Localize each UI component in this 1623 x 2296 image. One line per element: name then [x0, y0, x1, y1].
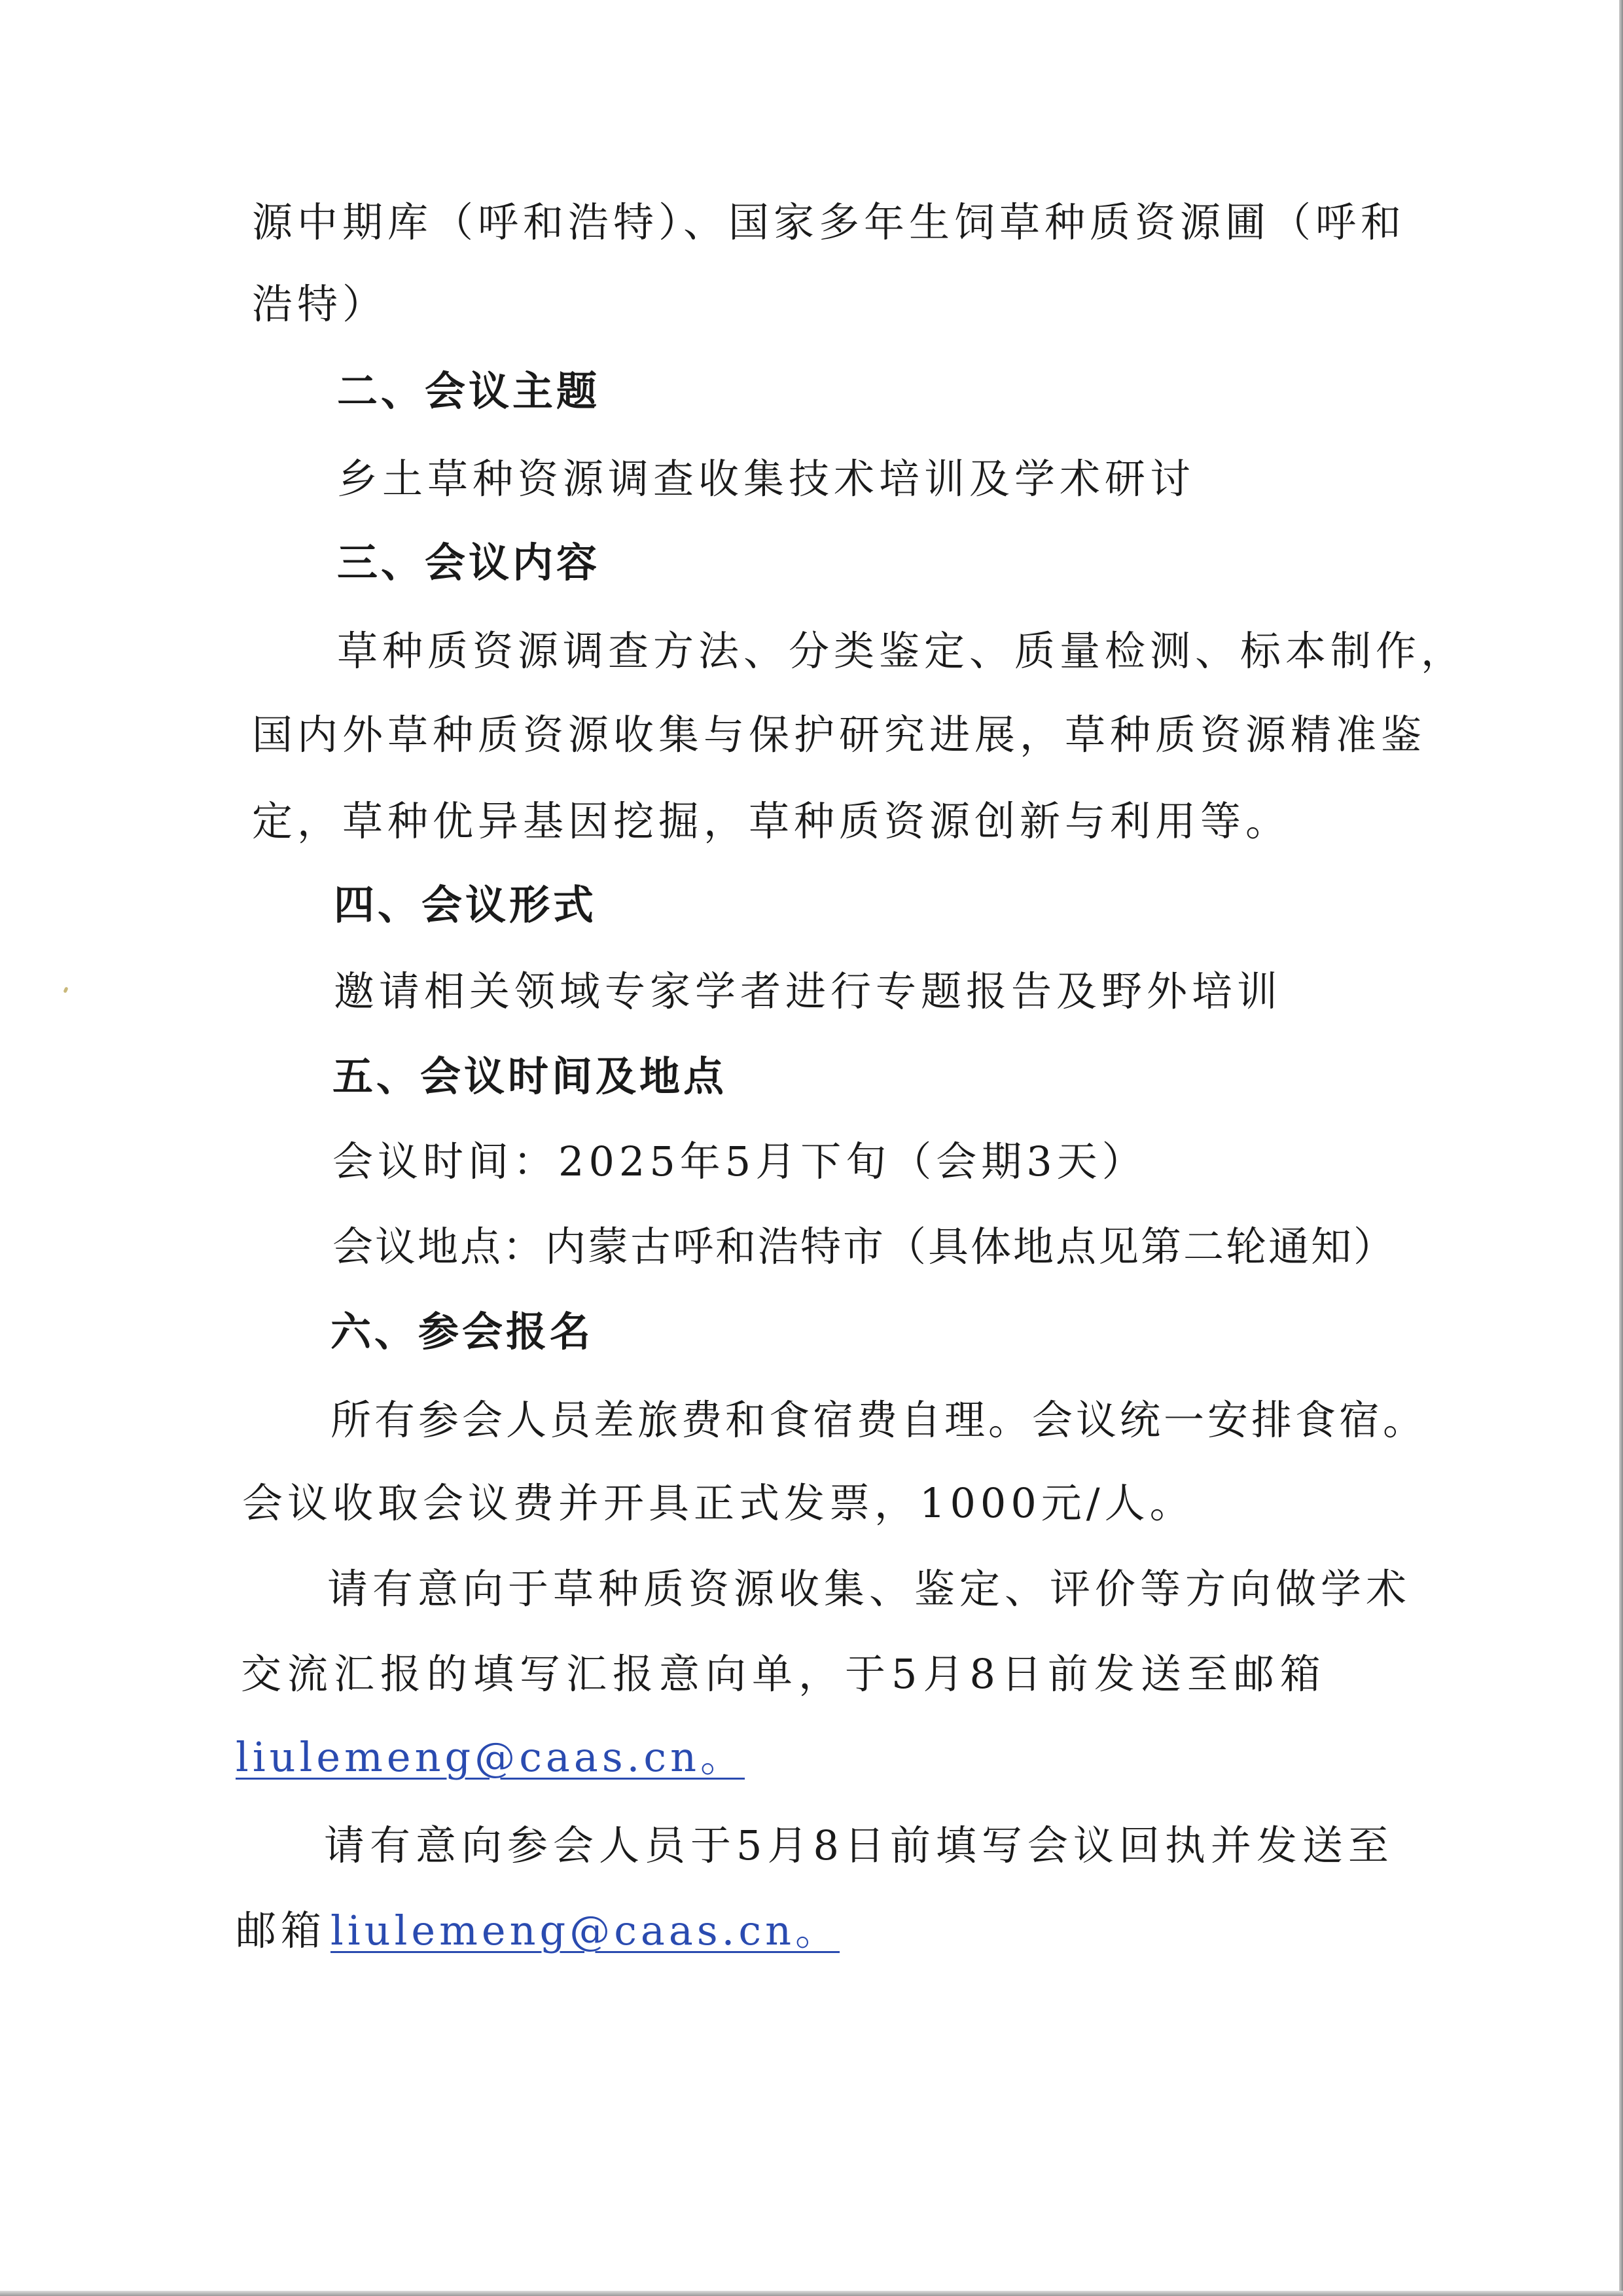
- registration-text-line-6: 邮箱: [236, 1907, 327, 1954]
- content-text-line-3: 定，草种优异基因挖掘，草种质资源创新与利用等。: [252, 797, 1291, 845]
- intro-line-2: 浩特）: [252, 280, 388, 328]
- scan-edge-right: [1619, 0, 1623, 2296]
- theme-text: 乡土草种资源调查收集技术培训及学术研讨: [337, 455, 1196, 503]
- format-text: 邀请相关领域专家学者进行专题报告及野外培训: [334, 967, 1283, 1015]
- section-heading-content: 三、会议内容: [337, 539, 601, 586]
- section-heading-time-place: 五、会议时间及地点: [332, 1052, 728, 1100]
- section-heading-format: 四、会议形式: [334, 881, 597, 929]
- registration-text-line-1: 所有参会人员差旅费和食宿费自理。会议统一安排食宿。: [330, 1396, 1427, 1444]
- registration-text-line-4: 交流汇报的填写汇报意向单，于5月8日前发送至邮箱: [241, 1650, 1327, 1698]
- section-heading-theme: 二、会议主题: [337, 367, 601, 415]
- intro-line-1: 源中期库（呼和浩特）、国家多年生饲草种质资源圃（呼和: [252, 198, 1406, 246]
- content-text-line-2: 国内外草种质资源收集与保护研究进展，草种质资源精准鉴: [252, 711, 1427, 759]
- registration-text-line-3: 请有意向于草种质资源收集、鉴定、评价等方向做学术: [327, 1565, 1412, 1613]
- content-text-line-1: 草种质资源调查方法、分类鉴定、质量检测、标本制作，: [337, 627, 1467, 675]
- meeting-location: 会议地点：内蒙古呼和浩特市（具体地点见第二轮通知）: [332, 1223, 1397, 1270]
- registration-text-line-2: 会议收取会议费并开具正式发票，1000元/人。: [242, 1479, 1195, 1527]
- scan-edge-bottom: [0, 2291, 1623, 2296]
- receipt-email-link[interactable]: liulemeng@caas.cn。: [330, 1907, 840, 1954]
- scan-speck: [63, 986, 68, 993]
- report-email-link[interactable]: liulemeng@caas.cn。: [236, 1733, 745, 1781]
- registration-text-line-5: 请有意向参会人员于5月8日前填写会议回执并发送至: [324, 1821, 1394, 1869]
- section-heading-registration: 六、参会报名: [330, 1308, 594, 1355]
- meeting-time: 会议时间：2025年5月下旬（会期3天）: [332, 1138, 1147, 1185]
